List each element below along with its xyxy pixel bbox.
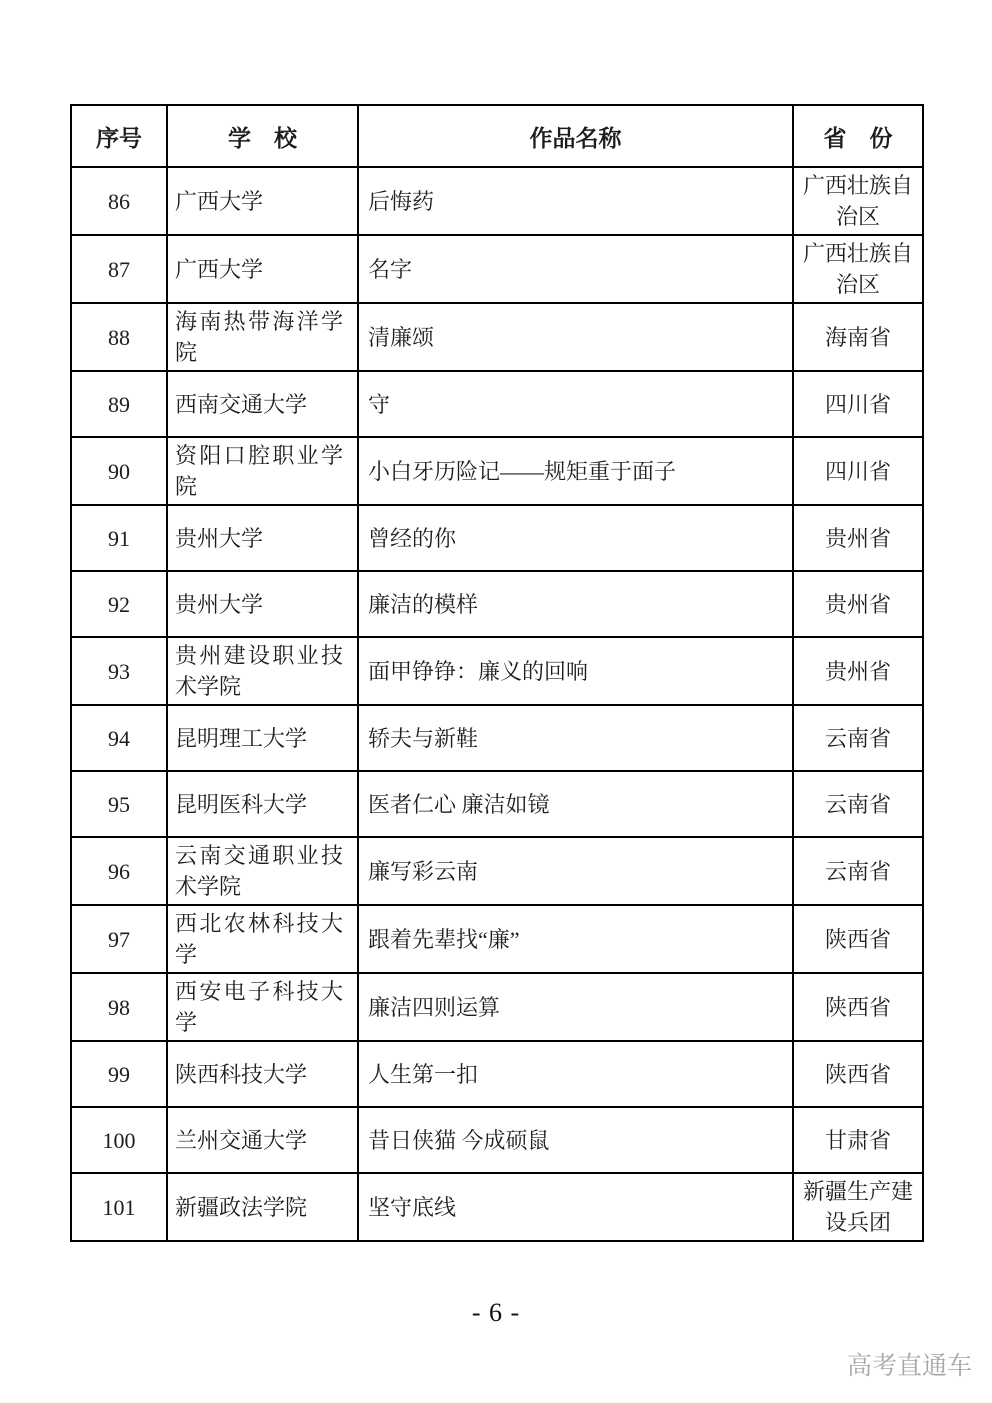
table-body: [71, 167, 923, 1241]
cell-province: 云南省: [793, 771, 923, 837]
col-header-province: 省 份: [793, 105, 923, 167]
cell-school: 兰州交通大学: [167, 1107, 358, 1173]
cell-school: 西南交通大学: [167, 371, 358, 437]
table-row: [71, 905, 923, 973]
table-header-row: [71, 105, 923, 167]
cell-province: 广西壮族自治区: [793, 235, 923, 303]
cell-serial-no: 98: [71, 973, 167, 1041]
watermark-text: 高考直通车: [846, 1351, 972, 1380]
awards-table: [70, 104, 924, 1242]
cell-work-title: 清廉颂: [358, 303, 793, 371]
cell-province: 贵州省: [793, 505, 923, 571]
col-header-work-title: 作品名称: [358, 105, 793, 167]
cell-work-title: 廉洁的模样: [358, 571, 793, 637]
cell-serial-no: 97: [71, 905, 167, 973]
cell-province: 云南省: [793, 705, 923, 771]
cell-work-title: 轿夫与新鞋: [358, 705, 793, 771]
cell-school: 新疆政法学院: [167, 1173, 358, 1241]
table-row: [71, 705, 923, 771]
cell-work-title: 曾经的你: [358, 505, 793, 571]
cell-province: 海南省: [793, 303, 923, 371]
cell-work-title: 昔日侠猫 今成硕鼠: [358, 1107, 793, 1173]
table-row: [71, 235, 923, 303]
table-row: [71, 167, 923, 235]
cell-school: 海南热带海洋学院: [167, 303, 358, 371]
cell-serial-no: 92: [71, 571, 167, 637]
cell-province: 四川省: [793, 437, 923, 505]
cell-work-title: 廉洁四则运算: [358, 973, 793, 1041]
cell-work-title: 人生第一扣: [358, 1041, 793, 1107]
col-header-school: 学 校: [167, 105, 358, 167]
cell-school: 陕西科技大学: [167, 1041, 358, 1107]
table-row: [71, 571, 923, 637]
page-number: - 6 -: [471, 1298, 521, 1327]
cell-serial-no: 90: [71, 437, 167, 505]
cell-work-title: 面甲铮铮：廉义的回响: [358, 637, 793, 705]
cell-serial-no: 93: [71, 637, 167, 705]
cell-school: 贵州建设职业技术学院: [167, 637, 358, 705]
cell-serial-no: 89: [71, 371, 167, 437]
table-row: [71, 505, 923, 571]
col-header-serial-no: 序号: [71, 105, 167, 167]
cell-province: 广西壮族自治区: [793, 167, 923, 235]
cell-school: 广西大学: [167, 167, 358, 235]
table-row: [71, 1173, 923, 1241]
cell-serial-no: 99: [71, 1041, 167, 1107]
cell-province: 新疆生产建设兵团: [793, 1173, 923, 1241]
cell-school: 资阳口腔职业学院: [167, 437, 358, 505]
table-row: [71, 1107, 923, 1173]
cell-school: 西北农林科技大学: [167, 905, 358, 973]
cell-school: 贵州大学: [167, 571, 358, 637]
cell-province: 四川省: [793, 371, 923, 437]
cell-province: 贵州省: [793, 571, 923, 637]
cell-serial-no: 96: [71, 837, 167, 905]
table-row: [71, 1041, 923, 1107]
cell-work-title: 医者仁心 廉洁如镜: [358, 771, 793, 837]
cell-school: 广西大学: [167, 235, 358, 303]
table-row: [71, 371, 923, 437]
cell-work-title: 小白牙历险记——规矩重于面子: [358, 437, 793, 505]
cell-serial-no: 95: [71, 771, 167, 837]
cell-work-title: 廉写彩云南: [358, 837, 793, 905]
cell-work-title: 名字: [358, 235, 793, 303]
cell-work-title: 后悔药: [358, 167, 793, 235]
table-row: [71, 973, 923, 1041]
cell-province: 陕西省: [793, 1041, 923, 1107]
cell-school: 昆明理工大学: [167, 705, 358, 771]
table-row: [71, 771, 923, 837]
cell-province: 陕西省: [793, 905, 923, 973]
cell-serial-no: 94: [71, 705, 167, 771]
table-row: [71, 637, 923, 705]
cell-work-title: 跟着先辈找“廉”: [358, 905, 793, 973]
cell-school: 昆明医科大学: [167, 771, 358, 837]
cell-serial-no: 88: [71, 303, 167, 371]
table-row: [71, 303, 923, 371]
cell-school: 贵州大学: [167, 505, 358, 571]
cell-province: 陕西省: [793, 973, 923, 1041]
cell-serial-no: 91: [71, 505, 167, 571]
cell-province: 云南省: [793, 837, 923, 905]
cell-serial-no: 86: [71, 167, 167, 235]
cell-work-title: 坚守底线: [358, 1173, 793, 1241]
cell-work-title: 守: [358, 371, 793, 437]
cell-serial-no: 100: [71, 1107, 167, 1173]
table-row: [71, 837, 923, 905]
cell-school: 西安电子科技大学: [167, 973, 358, 1041]
table-row: [71, 437, 923, 505]
cell-province: 甘肃省: [793, 1107, 923, 1173]
cell-serial-no: 101: [71, 1173, 167, 1241]
cell-province: 贵州省: [793, 637, 923, 705]
cell-school: 云南交通职业技术学院: [167, 837, 358, 905]
cell-serial-no: 87: [71, 235, 167, 303]
